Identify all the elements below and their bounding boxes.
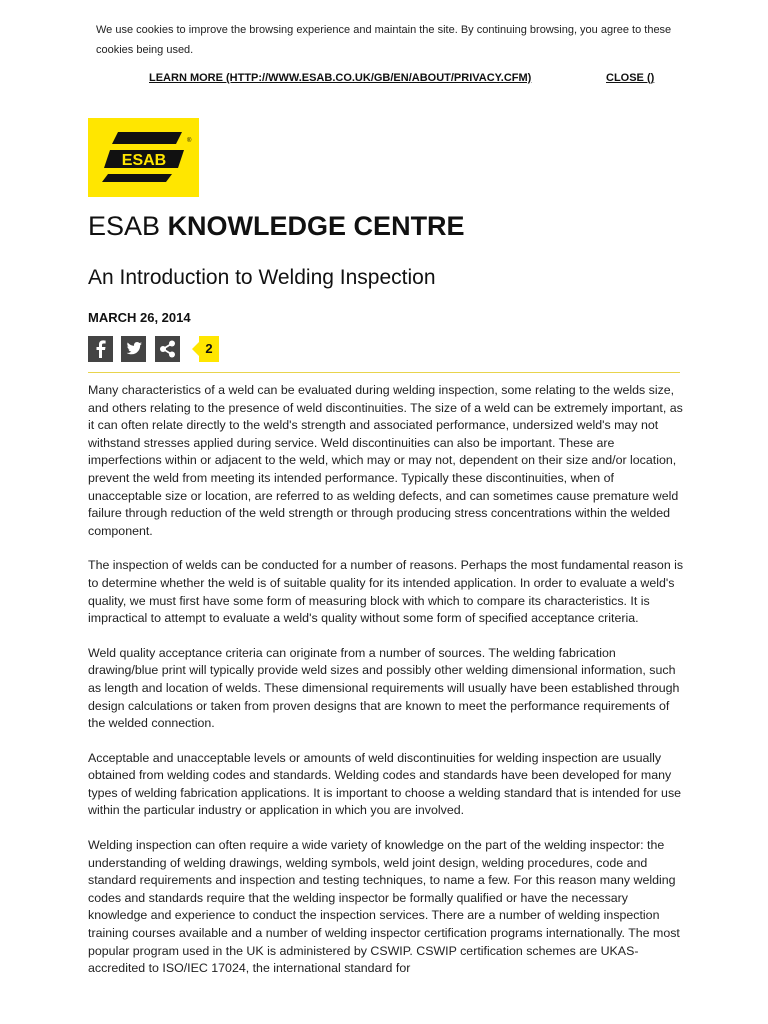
- learn-more-link[interactable]: LEARN MORE (HTTP://WWW.ESAB.CO.UK/GB/EN/ABOUT/PRIVACY.CFM): [149, 72, 532, 84]
- article-paragraph: Welding inspection can often require a wide variety of knowledge on the part of the welding inspector: the understanding of welding drawings, welding symbols, weld joint design, welding procedures, code and standard requirements and inspection and testing techniques, to name a few. For this reason many welding codes and standards require that the welding inspector be formally qualified or have the necessary knowledge and experience to conduct the inspection services. There are a number of welding inspection training courses available and a number of welding inspector certification programs internationally. The most popular program used in the UK is administered by CSWIP. CSWIP certification schemes are UKAS-accredited to ISO/IEC 17024, the international standard for: [88, 838, 680, 976]
- cookie-message: We use cookies to improve the browsing experience and maintain the site. By continuing browsing, you agree to these cookies being used.: [96, 24, 672, 56]
- twitter-icon: [121, 336, 146, 362]
- article-title: An Introduction to Welding Inspection: [88, 266, 436, 289]
- article-paragraph: Many characteristics of a weld can be evaluated during welding inspection, some relating to the welds size, and others relating to the presence of weld discontinuities. The size of a weld can be extremely important, as it can often relate directly to the weld's strength and associated performance, undersized weld's may not withstand stresses applied during service. Weld discontinuities can also be important. These are imperfections within or adjacent to the weld, which may or may not, dependent on their size and/or location, prevent the weld from meeting its intended performance. Typically these discontinuities, when of unacceptable size or location, are referred to as welding defects, and can sometimes cause premature weld failure through reduction of the weld strength or through producing stress concentrations within the welded component.: [88, 383, 683, 538]
- share-count-badge: [192, 336, 219, 362]
- article-paragraph: Acceptable and unacceptable levels or amounts of weld discontinuities for welding inspection are usually obtained from welding codes and standards. Welding codes and standards have been developed for many types of welding fabrication applications. It is important to choose a welding standard that is intended for use within the particular industry or application in which you are involved.: [88, 750, 682, 818]
- close-cookie-button[interactable]: CLOSE (): [606, 72, 655, 84]
- article-paragraph: The inspection of welds can be conducted for a number of reasons. Perhaps the most fundamental reason is to determine whether the weld is of suitable quality for its intended application. In order to evaluate a weld's quality, we must first have some form of measuring block with which to compare its characteristics. It is impractical to attempt to evaluate a weld's quality without some form of specified acceptance criteria.: [88, 558, 684, 626]
- facebook-icon: [88, 336, 113, 362]
- article-body: [88, 382, 684, 995]
- esab-logo[interactable]: [88, 118, 199, 197]
- esab-logo-icon: [88, 118, 199, 197]
- share-icon: [155, 336, 180, 362]
- article-paragraph: Weld quality acceptance criteria can originate from a number of sources. The welding fabrication drawing/blue print will typically provide weld sizes and possibly other welding dimensional information, such as length and location of welds. These dimensional requirements will usually have been established through design calculations or taken from proven designs that are known to meet the performance requirements of the welded connection.: [88, 645, 680, 731]
- site-title-light: ESAB: [88, 211, 161, 241]
- share-button[interactable]: [155, 336, 180, 362]
- divider: [88, 372, 680, 373]
- logo-text: ESAB: [121, 152, 167, 169]
- facebook-share-button[interactable]: [88, 336, 113, 362]
- site-title-bold: KNOWLEDGE CENTRE: [167, 211, 465, 241]
- share-count: 2: [205, 341, 213, 356]
- twitter-share-button[interactable]: [121, 336, 146, 362]
- site-title: [88, 209, 465, 243]
- svg-text:®: ®: [187, 138, 192, 144]
- article-date: MARCH 26, 2014: [88, 310, 191, 325]
